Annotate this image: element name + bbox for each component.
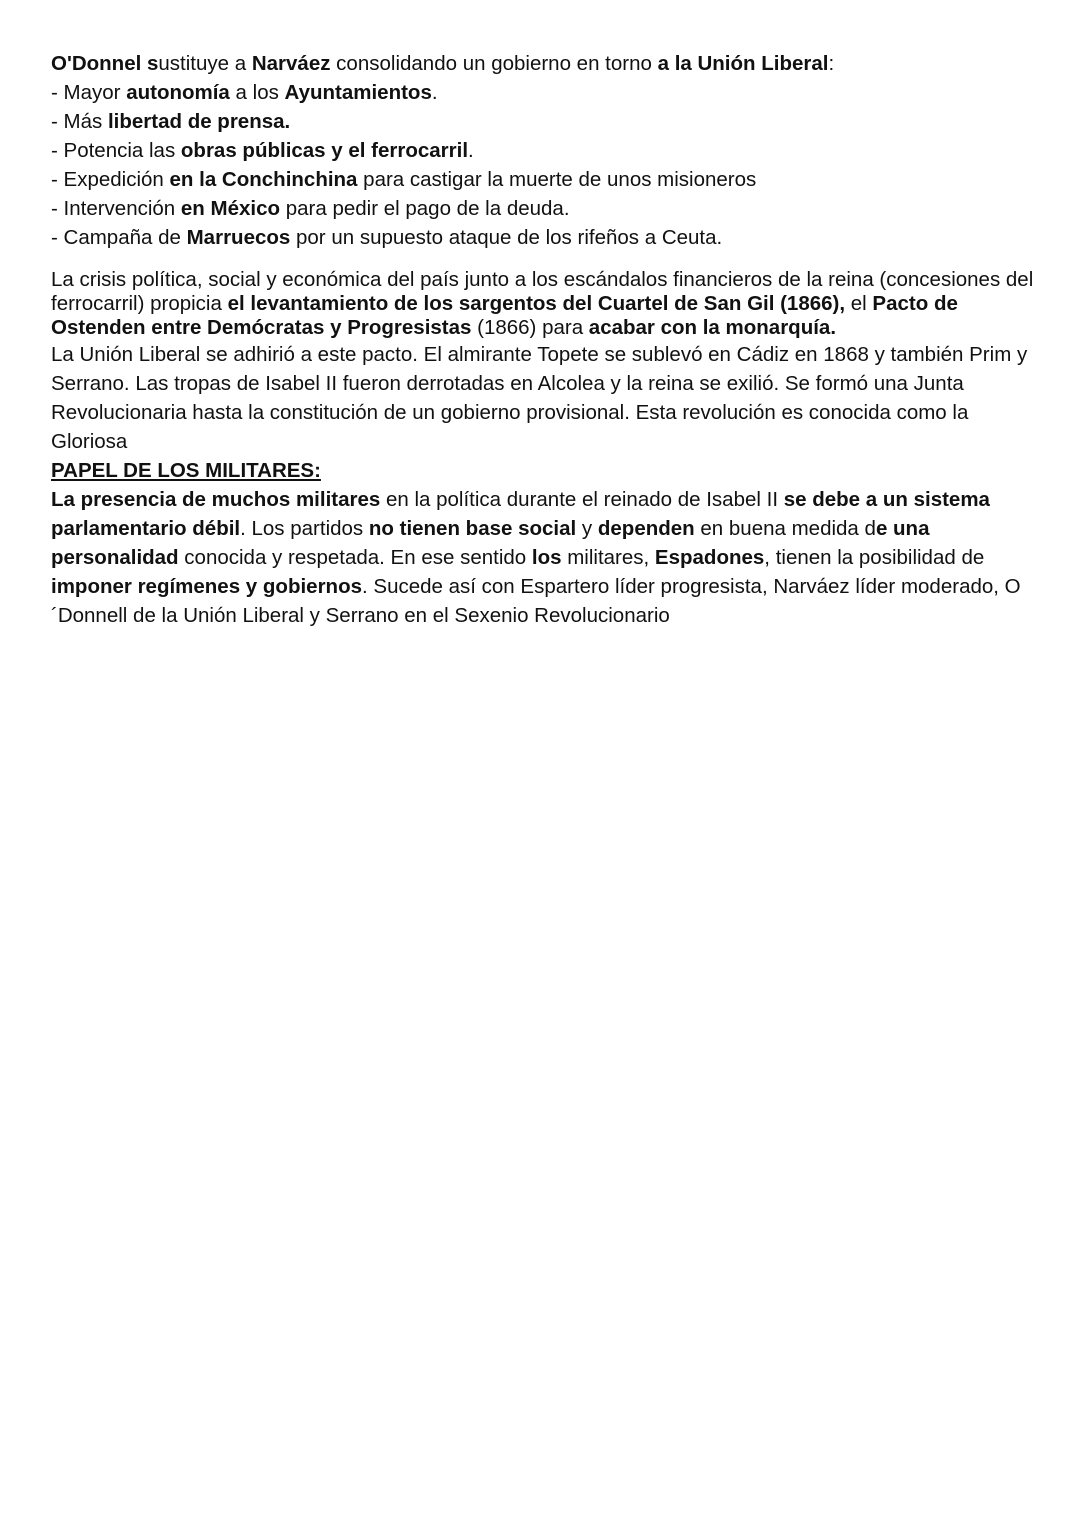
crisis-paragraph — [51, 268, 1041, 340]
military-text: . Sucede así con Espartero líder progresista, Narváez líder moderado, O´Donnell de la Unión Liberal y Serrano en el Sexenio Revolucionario — [51, 575, 1021, 627]
list-item — [51, 107, 1041, 136]
intro-paragraph — [51, 49, 1041, 78]
military-text: conocida y respetada. En ese sentido — [178, 546, 532, 569]
intro-text: ustituye a — [158, 52, 252, 75]
military-bold: se debe a un sistema parlamentario débil — [51, 488, 990, 540]
list-item-bold: en la Conchinchina — [169, 168, 358, 191]
military-bold: imponer regímenes y gobiernos — [51, 575, 362, 598]
revolution-paragraph: La Unión Liberal se adhirió a este pacto. El almirante Topete se sublevó en Cádiz en 1868 y también Prim y Serrano. Las tropas de Isabel II fueron derrotadas en Alcolea y la reina se exilió. Se formó una Junta Revolucionaria hasta la constitución de un gobierno provisional. Esta revolución es conocida como la Gloriosa — [51, 343, 1028, 453]
document-page — [51, 49, 1041, 630]
crisis-bold-san-gil: el levantamiento de los sargentos del Cuartel de San Gil (1866), — [227, 292, 846, 315]
intro-bold-odonnel: O'Donnel s — [51, 52, 159, 75]
crisis-text: (1866) para — [471, 316, 589, 339]
military-bold: los — [531, 546, 562, 569]
list-item — [51, 78, 1041, 107]
list-item-text: para pedir el pago de la deuda. — [280, 197, 570, 220]
military-bold: e una personalidad — [51, 517, 930, 569]
list-item-text: para castigar la muerte de unos misioneros — [357, 168, 757, 191]
list-item-text: - Mayor — [51, 81, 127, 104]
crisis-bold-pacto-ostenden: Pacto de Ostenden entre Demócratas y Progresistas — [51, 292, 958, 339]
list-item-text: a los — [229, 81, 285, 104]
list-item-text: . — [468, 139, 474, 162]
military-bold: dependen — [597, 517, 695, 540]
intro-bold-narvaez: Narváez — [251, 52, 331, 75]
list-item-text: por un supuesto ataque de los rifeños a Ceuta. — [290, 226, 723, 249]
military-paragraph — [51, 485, 1041, 630]
list-item — [51, 223, 1041, 252]
intro-bold-union-liberal: a la Unión Liberal — [657, 52, 829, 75]
crisis-text: La crisis política, social y económica del país junto a los escándalos financieros de la reina (concesiones del ferrocarril) propicia — [51, 268, 1034, 315]
list-item-bold: Ayuntamientos — [284, 81, 432, 104]
measures-list — [51, 78, 1041, 252]
section-heading: PAPEL DE LOS MILITARES: — [51, 459, 321, 482]
list-item-text: - Más — [51, 110, 108, 133]
crisis-text: el — [845, 292, 873, 315]
list-item-bold: Marruecos — [186, 226, 291, 249]
military-bold: La presencia de muchos militares — [51, 488, 381, 511]
list-item-text: - Potencia las — [51, 139, 181, 162]
military-text: en buena medida d — [694, 517, 876, 540]
list-item-bold: en México — [180, 197, 281, 220]
list-item-bold: libertad de prensa. — [107, 110, 291, 133]
list-item-text: - Expedición — [51, 168, 170, 191]
list-item-text: . — [431, 81, 438, 104]
military-bold: Espadones — [654, 546, 765, 569]
military-text: militares, — [561, 546, 655, 569]
military-text: . Los partidos — [240, 517, 369, 540]
military-text: y — [576, 517, 598, 540]
list-item-text: - Intervención — [51, 197, 181, 220]
list-item — [51, 165, 1041, 194]
list-item-text: - Campaña de — [51, 226, 187, 249]
intro-text: : — [828, 52, 835, 75]
list-item — [51, 194, 1041, 223]
list-item — [51, 136, 1041, 165]
crisis-bold-monarquia: acabar con la monarquía. — [588, 316, 837, 339]
military-text: en la política durante el reinado de Isabel II — [380, 488, 784, 511]
list-item-bold: autonomía — [126, 81, 230, 104]
military-bold: no tienen base social — [368, 517, 577, 540]
list-item-bold: obras públicas y el ferrocarril — [180, 139, 469, 162]
military-text: , tienen la posibilidad de — [764, 546, 985, 569]
intro-text: consolidando un gobierno en torno — [330, 52, 658, 75]
